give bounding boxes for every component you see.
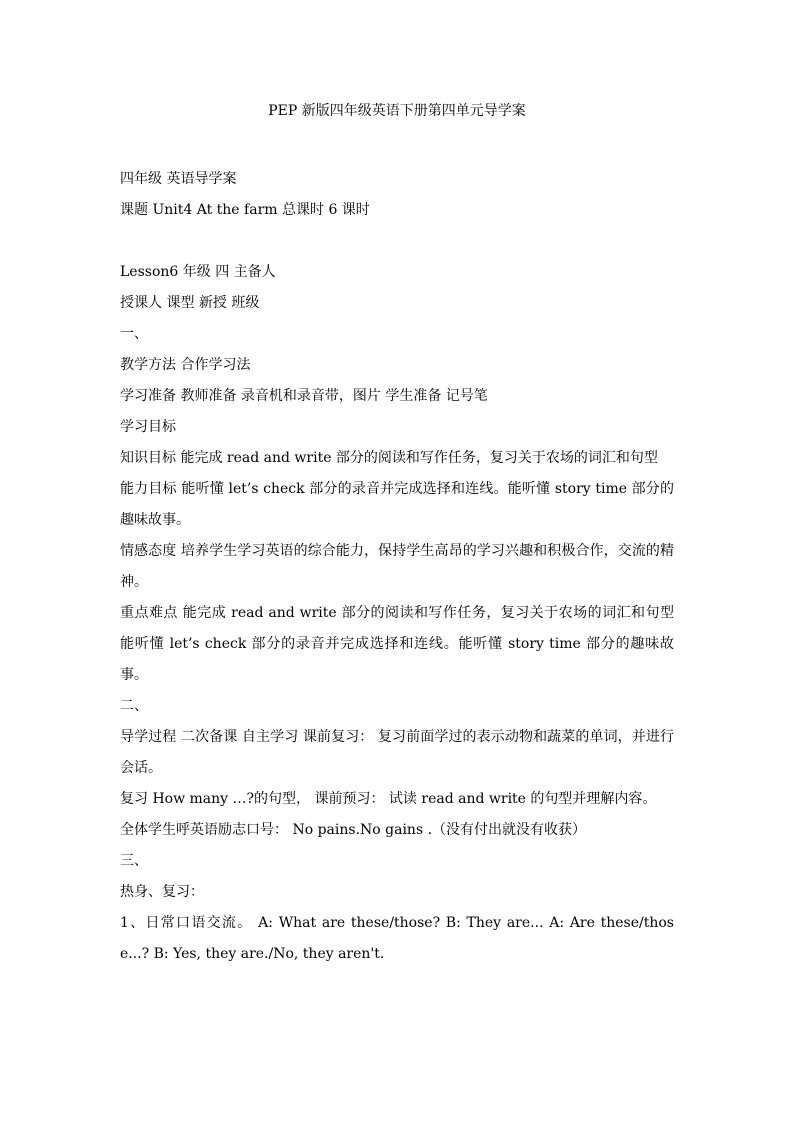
attitude-goal-paragraph: 情感态度 培养学生学习英语的综合能力，保持学生高昂的学习兴趣和积极合作，交流的精神。 xyxy=(120,543,674,590)
slogan-line: 全体学生呼英语励志口号： No pains.No gains .（没有付出就没有收获） xyxy=(120,822,587,838)
document-body xyxy=(120,164,674,970)
process-paragraph: 导学过程 二次备课 自主学习 课前复习： 复习前面学过的表示动物和蔬菜的单词，并进行会话。 xyxy=(120,729,674,776)
teaching-method-line: 教学方法 合作学习法 xyxy=(120,357,251,373)
section-three-heading: 三、 xyxy=(120,853,148,869)
blank-line xyxy=(120,226,674,257)
grade-line: 四年级 英语导学案 xyxy=(120,171,237,187)
key-points-paragraph: 重点难点 能完成 read and write 部分的阅读和写作任务，复习关于农场的词汇和句型 能听懂 let’s check 部分的录音并完成选择和连线。能听懂 story time 部分的趣味故事。 xyxy=(120,605,674,683)
topic-line: 课题 Unit4 At the farm 总课时 6 课时 xyxy=(120,202,370,218)
dialogue-paragraph: 1、日常口语交流。 A: What are these/those? B: They are... A: Are these/those...? B: Yes, they are./No, they aren't. xyxy=(120,915,674,962)
warmup-heading: 热身、复习： xyxy=(120,884,204,900)
lesson-line: Lesson6 年级 四 主备人 xyxy=(120,264,276,280)
ability-goal-paragraph: 能力目标 能听懂 let’s check 部分的录音并完成选择和连线。能听懂 story time 部分的趣味故事。 xyxy=(120,481,674,528)
learning-goals-heading: 学习目标 xyxy=(120,419,176,435)
knowledge-goal-paragraph: 知识目标 能完成 read and write 部分的阅读和写作任务，复习关于农场的词汇和句型 xyxy=(120,450,658,466)
review-preview-line: 复习 How many …?的句型， 课前预习： 试读 read and write 的句型并理解内容。 xyxy=(120,791,657,807)
preparation-line: 学习准备 教师准备 录音机和录音带，图片 学生准备 记号笔 xyxy=(120,388,488,404)
section-two-heading: 二、 xyxy=(120,698,148,714)
section-one-heading: 一、 xyxy=(120,326,148,342)
document-title: PEP 新版四年级英语下册第四单元导学案 xyxy=(268,103,526,119)
teacher-line: 授课人 课型 新授 班级 xyxy=(120,295,260,311)
